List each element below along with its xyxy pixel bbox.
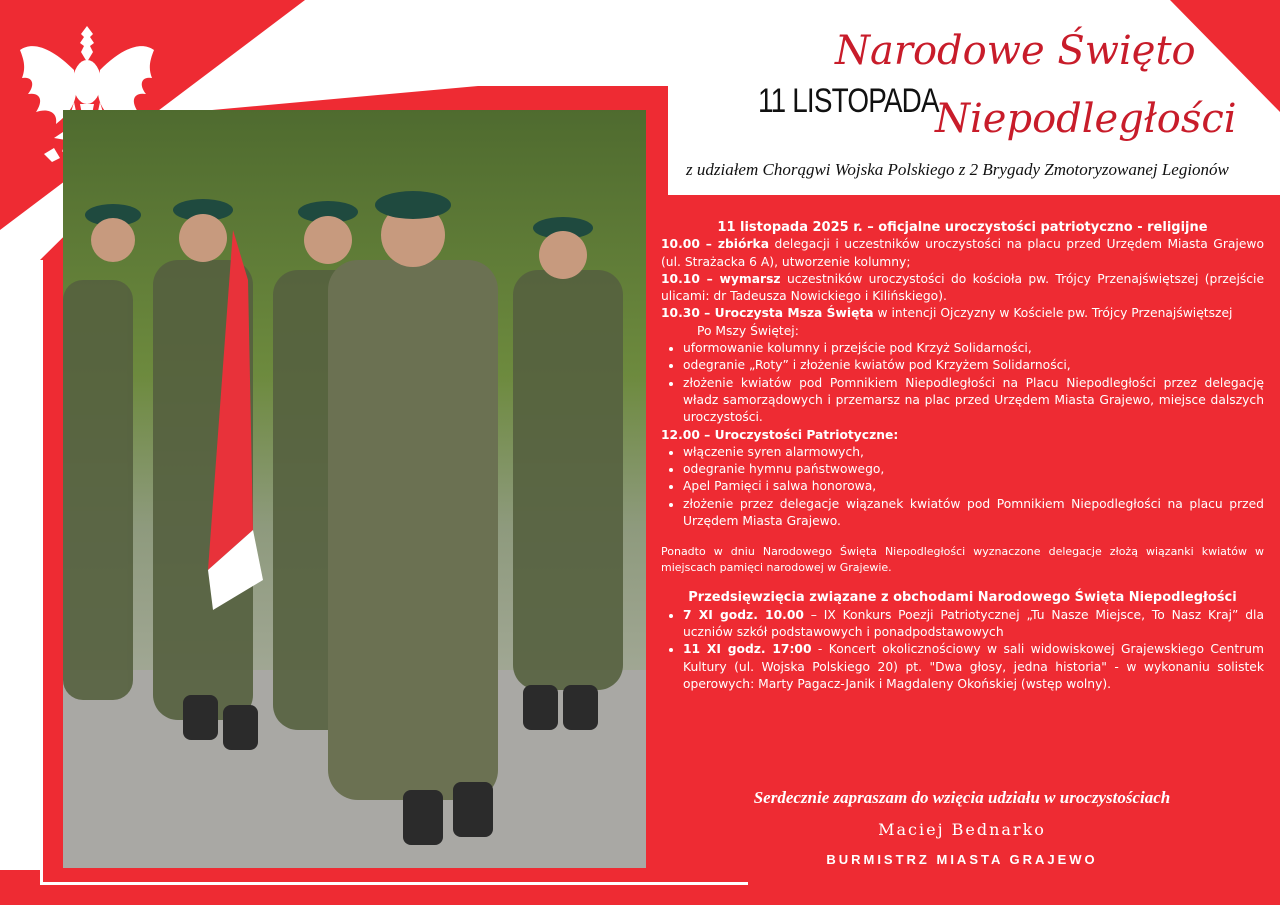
date-heading: 11 LISTOPADA bbox=[758, 82, 939, 120]
subtitle: z udziałem Chorągwi Wojska Polskiego z 2 Brygady Zmotoryzowanej Legionów bbox=[686, 160, 1229, 179]
patriotic-label: 12.00 – Uroczystości Patriotyczne: bbox=[661, 427, 899, 442]
list-item: • włączenie syren alarmowych, bbox=[683, 444, 1264, 461]
list-item: • złożenie kwiatów pod Pomnikiem Niepodległości na Placu Niepodległości przez delegację władz samorządowych i przemarsz na plac przed Urzędem Miasta Grajewo, miejsce dalszych uroczystości. bbox=[683, 375, 1264, 427]
list-item: • uformowanie kolumny i przejście pod Krzyż Solidarności, bbox=[683, 340, 1264, 357]
signer-name: Maciej Bednarko bbox=[878, 820, 1046, 839]
frame-line-left bbox=[40, 260, 43, 885]
list-item: • Apel Pamięci i salwa honorowa, bbox=[683, 478, 1264, 495]
events-heading: Przedsięwzięcia związane z obchodami Narodowego Święta Niepodległości bbox=[688, 590, 1237, 606]
program-note: Ponadto w dniu Narodowego Święta Niepodległości wyznaczone delegacje złożą wiązanki kwiatów w miejscach pamięci narodowej w Grajewie. bbox=[661, 545, 1264, 574]
program-item: 10.00 – zbiórka delegacji i uczestników uroczystości na placu przed Urzędem Miasta Grajewo (ul. Strażacka 6 A), utworzenie kolumny; bbox=[661, 237, 1264, 269]
invitation-text: Serdecznie zapraszam do wzięcia udziału w uroczystościach bbox=[753, 788, 1171, 807]
program-item: 10.10 – wymarsz uczestników uroczystości do kościoła pw. Trójcy Przenajświętszej (przejście ulicami: dr Tadeusza Nowickiego i Kilińskiego). bbox=[661, 271, 1265, 304]
signer-role: BURMISTRZ MIASTA GRAJEWO bbox=[826, 852, 1098, 867]
list-item: • odegranie hymnu państwowego, bbox=[683, 461, 1264, 478]
list-item: • 7 XI godz. 10.00 – IX Konkurs Poezji Patriotycznej „Tu Nasze Miejsce, To Nasz Kraj” dla uczniów szkół podstawowych i ponadpodstawowych bbox=[683, 607, 1264, 642]
after-mass-label: Po Mszy Świętej: bbox=[697, 323, 799, 338]
events-list bbox=[661, 607, 1264, 693]
title-line-1: Narodowe Święto bbox=[835, 28, 1196, 74]
soldiers-parade-photo bbox=[63, 110, 646, 868]
program-item: 10.30 – Uroczysta Msza Święta w intencji Ojczyzny w Kościele pw. Trójcy Przenajświętszej bbox=[661, 306, 1233, 321]
program-section bbox=[661, 219, 1264, 693]
after-mass-list bbox=[661, 340, 1264, 426]
title-line-2: Niepodległości bbox=[935, 96, 1237, 142]
list-item: • odegranie „Roty” i złożenie kwiatów pod Krzyżem Solidarności, bbox=[683, 357, 1264, 374]
list-item: • złożenie przez delegacje wiązanek kwiatów pod Pomnikiem Niepodległości na placu przed Urzędem Miasta Grajewo. bbox=[683, 496, 1264, 531]
frame-line-bottom bbox=[40, 882, 748, 885]
list-item: • 11 XI godz. 17:00 - Koncert okolicznościowy w sali widowiskowej Grajewskiego Centrum Kultury (ul. Wojska Polskiego 20) pt. "Dwa głosy, jedna historia" - w wykonaniu solistek operowych: Marty Pagacz-Janik i Magdaleny Okońskiej (wstęp wolny). bbox=[683, 641, 1264, 693]
program-heading: 11 listopada 2025 r. – oficjalne uroczystości patriotyczno - religijne bbox=[717, 220, 1208, 235]
patriotic-list bbox=[661, 444, 1264, 530]
